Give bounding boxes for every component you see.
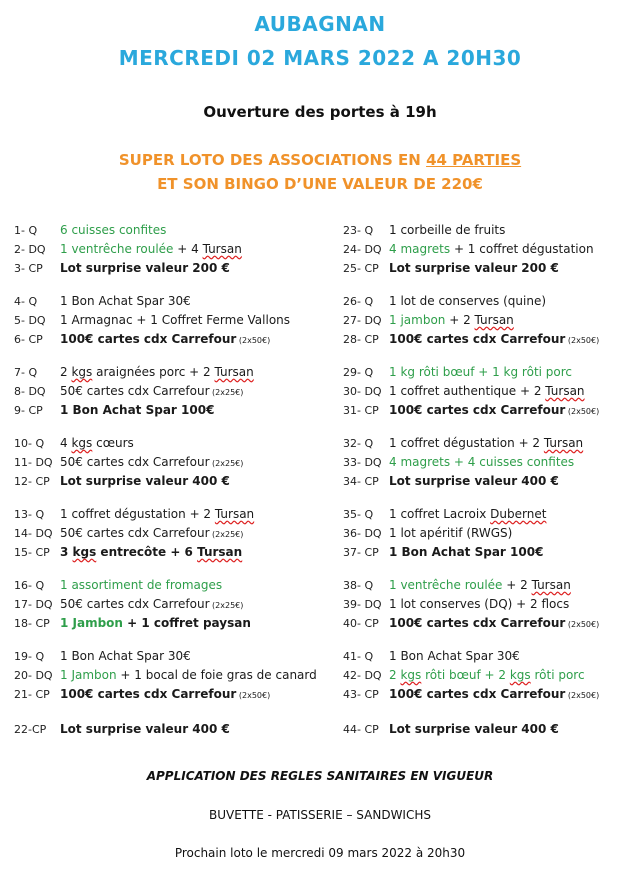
prize-description (60, 403, 214, 417)
prize-text: 1 Bon Achat Spar 100€ (60, 403, 215, 417)
town-title: AUBAGNAN (254, 12, 386, 36)
prize-description (389, 384, 585, 398)
game-number: 9- CP (14, 404, 43, 417)
prize-text: 100€ cartes cdx Carrefour (60, 687, 237, 701)
game-row (14, 666, 324, 685)
game-row (343, 240, 640, 259)
prize-text: Lot surprise valeur 400 € (389, 722, 559, 736)
group-spacer (14, 491, 324, 505)
games-right-column (343, 221, 640, 739)
game-number: 5- DQ (14, 314, 46, 327)
prize-text: entrecôte + 6 (96, 545, 198, 559)
prize-text: (2x50€) (565, 407, 600, 416)
prize-description (60, 455, 243, 469)
prize-description (60, 436, 134, 450)
game-row (14, 401, 324, 420)
game-row (14, 543, 324, 562)
prize-text: 1 Bon Achat Spar 100€ (389, 545, 544, 559)
prize-text: (2x25€) (209, 601, 244, 610)
prize-text: 1 ventrêche roulée (389, 578, 503, 592)
game-number: 32- Q (343, 437, 374, 450)
game-row (14, 720, 324, 739)
game-number: 36- DQ (343, 527, 382, 540)
prize-text: 1 Bon Achat Spar 30€ (60, 294, 191, 308)
game-number: 12- CP (14, 475, 50, 488)
prize-text: 1 assortiment de fromages (60, 578, 223, 592)
prize-text: rôti bœuf + 2 (421, 668, 510, 682)
prize-description (389, 722, 559, 736)
prize-text: 4 magrets (389, 242, 451, 256)
game-row (343, 505, 640, 524)
prize-description (60, 294, 191, 308)
prize-description (60, 668, 317, 682)
group-spacer (343, 420, 640, 434)
game-row (343, 524, 640, 543)
game-number: 29- Q (343, 366, 374, 379)
prize-description (389, 436, 583, 450)
prize-text: + 2 (502, 578, 532, 592)
game-row (14, 434, 324, 453)
game-number: 13- Q (14, 508, 45, 521)
prize-description (389, 597, 569, 611)
prize-description (389, 313, 514, 327)
game-row (14, 505, 324, 524)
game-row (343, 543, 640, 562)
prize-description (389, 261, 559, 275)
prize-text: 3 (60, 545, 73, 559)
game-number: 28- CP (343, 333, 379, 346)
prize-text: araignées porc + 2 (92, 365, 215, 379)
prize-text: cœurs (92, 436, 134, 450)
prize-text: 1 Jambon (60, 668, 117, 682)
game-number: 33- DQ (343, 456, 382, 469)
prize-text: 100€ cartes cdx Carrefour (389, 687, 566, 701)
prize-description (389, 474, 559, 488)
event-date: MERCREDI 02 MARS 2022 A 20H30 (118, 46, 522, 70)
game-number: 39- DQ (343, 598, 382, 611)
prize-description (389, 578, 571, 592)
prize-text: 50€ cartes cdx Carrefour (60, 384, 210, 398)
prize-description (60, 545, 242, 559)
game-number: 34- CP (343, 475, 379, 488)
game-number: 20- DQ (14, 669, 53, 682)
group-spacer (343, 278, 640, 292)
game-number: 7- Q (14, 366, 38, 379)
prize-text: Lot surprise valeur 400 € (60, 474, 230, 488)
prize-text: (2x50€) (236, 336, 271, 345)
game-row (14, 595, 324, 614)
prize-text: Tursan (214, 365, 254, 379)
prize-description (60, 261, 230, 275)
game-row (14, 647, 324, 666)
game-number: 43- CP (343, 688, 379, 701)
services-line: BUVETTE - PATISSERIE – SANDWICHS (208, 808, 431, 822)
game-row (14, 382, 324, 401)
prize-description (60, 507, 254, 521)
group-spacer (343, 491, 640, 505)
game-number: 10- Q (14, 437, 45, 450)
prize-text: kgs (509, 668, 531, 682)
game-number: 2- DQ (14, 243, 46, 256)
prize-text: (2x25€) (209, 388, 244, 397)
game-number: 44- CP (343, 723, 379, 736)
prize-description (60, 384, 243, 398)
game-number: 15- CP (14, 546, 50, 559)
prize-text: (2x50€) (236, 691, 271, 700)
game-number: 8- DQ (14, 385, 46, 398)
prize-description (60, 597, 243, 611)
prize-text: 2 (389, 668, 401, 682)
game-number: 18- CP (14, 617, 50, 630)
prize-text: 1 coffret Lacroix (389, 507, 491, 521)
game-number: 42- DQ (343, 669, 382, 682)
game-row (14, 221, 324, 240)
parties-count: 44 PARTIES (426, 151, 522, 169)
game-number: 24- DQ (343, 243, 382, 256)
prize-text: 50€ cartes cdx Carrefour (60, 526, 210, 540)
prize-text: Tursan (214, 507, 255, 521)
prize-text: Tursan (474, 313, 514, 327)
game-number: 21- CP (14, 688, 50, 701)
game-row (14, 311, 324, 330)
game-row (14, 472, 324, 491)
prize-text: Tursan (197, 545, 243, 559)
prize-text: Lot surprise valeur 400 € (60, 722, 230, 736)
prize-description (389, 242, 594, 256)
game-number: 6- CP (14, 333, 43, 346)
game-number: 31- CP (343, 404, 379, 417)
prize-text: + 4 (173, 242, 203, 256)
prize-text: (2x25€) (209, 530, 244, 539)
game-row (343, 382, 640, 401)
game-row (14, 363, 324, 382)
prize-description (389, 223, 505, 237)
prize-text: 50€ cartes cdx Carrefour (60, 597, 210, 611)
prize-description (389, 687, 599, 701)
group-spacer (14, 704, 324, 720)
game-row (14, 292, 324, 311)
game-row (14, 240, 324, 259)
prize-description (389, 365, 572, 379)
prize-text: Tursan (545, 384, 585, 398)
next-loto: Prochain loto le mercredi 09 mars 2022 à 20h30 (174, 846, 466, 860)
prize-text: 1 Bon Achat Spar 30€ (389, 649, 520, 663)
game-number: 23- Q (343, 224, 374, 237)
game-number: 17- DQ (14, 598, 53, 611)
game-row (14, 524, 324, 543)
prize-text: 1 coffret dégustation + 2 (60, 507, 215, 521)
prize-text: 100€ cartes cdx Carrefour (60, 332, 237, 346)
prize-text: 1 corbeille de fruits (389, 223, 506, 237)
headline-line-2: ET SON BINGO D’UNE VALEUR DE 220€ (157, 175, 483, 193)
prize-description (389, 616, 599, 630)
prize-description (60, 616, 251, 630)
game-row (343, 292, 640, 311)
group-spacer (343, 633, 640, 647)
game-number: 16- Q (14, 579, 45, 592)
prize-text: kgs (71, 436, 93, 450)
doors-opening: Ouverture des portes à 19h (203, 103, 437, 121)
prize-text: 1 Bon Achat Spar 30€ (60, 649, 191, 663)
prize-text: + 1 bocal de foie gras de canard (116, 668, 317, 682)
game-number: 1- Q (14, 224, 38, 237)
prize-text: 2 (60, 365, 72, 379)
prize-description (389, 545, 543, 559)
prize-description (389, 332, 599, 346)
prize-description (389, 507, 546, 521)
prize-description (389, 294, 546, 308)
prize-text: 6 cuisses confites (60, 223, 167, 237)
game-row (343, 453, 640, 472)
game-row (14, 685, 324, 704)
prize-text: 1 lot conserves (DQ) + 2 flocs (389, 597, 570, 611)
game-row (343, 614, 640, 633)
prize-text: Lot surprise valeur 200 € (389, 261, 559, 275)
prize-text: 1 jambon (389, 313, 446, 327)
prize-description (389, 526, 512, 540)
group-spacer (14, 278, 324, 292)
prize-description (60, 649, 191, 663)
game-row (343, 259, 640, 278)
group-spacer (343, 704, 640, 720)
prize-text: 1 coffret authentique + 2 (389, 384, 546, 398)
game-row (343, 720, 640, 739)
prize-text: kgs (400, 668, 422, 682)
prize-text: 1 Armagnac + 1 Coffret Ferme Vallons (60, 313, 291, 327)
game-row (14, 259, 324, 278)
prize-description (60, 687, 270, 701)
group-spacer (14, 420, 324, 434)
prize-description (60, 313, 290, 327)
game-number: 3- CP (14, 262, 43, 275)
prize-description (60, 526, 243, 540)
prize-text: (2x50€) (565, 620, 600, 629)
game-row (343, 330, 640, 349)
prize-text: kgs (71, 365, 93, 379)
group-spacer (14, 562, 324, 576)
prize-description (389, 403, 599, 417)
game-number: 27- DQ (343, 314, 382, 327)
prize-description (60, 223, 166, 237)
sanitary-notice: APPLICATION DES REGLES SANITAIRES EN VIGUEUR (146, 769, 494, 783)
game-row (343, 363, 640, 382)
game-row (343, 472, 640, 491)
prize-description (389, 668, 585, 682)
prize-description (389, 649, 520, 663)
prize-text: (2x50€) (565, 691, 600, 700)
prize-text: 1 lot apéritif (RWGS) (389, 526, 513, 540)
headline-line-1: SUPER LOTO DES ASSOCIATIONS EN 44 PARTIES (118, 151, 522, 169)
prize-text: 4 magrets + 4 cuisses confites (389, 455, 575, 469)
prize-text: 1 Jambon (60, 616, 123, 630)
game-number: 41- Q (343, 650, 374, 663)
game-row (14, 330, 324, 349)
prize-text: 100€ cartes cdx Carrefour (389, 332, 566, 346)
prize-text: Tursan (531, 578, 571, 592)
prize-description (60, 332, 270, 346)
prize-text: 100€ cartes cdx Carrefour (389, 403, 566, 417)
game-number: 26- Q (343, 295, 374, 308)
prize-description (60, 722, 230, 736)
game-number: 37- CP (343, 546, 379, 559)
game-row (14, 576, 324, 595)
prize-text: Tursan (543, 436, 584, 450)
prize-description (60, 578, 222, 592)
game-number: 25- CP (343, 262, 379, 275)
game-row (343, 647, 640, 666)
prize-text: + 1 coffret dégustation (450, 242, 594, 256)
group-spacer (343, 562, 640, 576)
game-row (14, 614, 324, 633)
prize-text: 50€ cartes cdx Carrefour (60, 455, 210, 469)
prize-text: (2x50€) (565, 336, 600, 345)
prize-text: + 1 coffret paysan (122, 616, 251, 630)
game-row (343, 595, 640, 614)
game-row (343, 666, 640, 685)
game-row (343, 311, 640, 330)
game-number: 22-CP (14, 723, 47, 736)
game-number: 35- Q (343, 508, 374, 521)
headline (0, 148, 640, 196)
game-number: 19- Q (14, 650, 45, 663)
game-number: 11- DQ (14, 456, 53, 469)
game-number: 38- Q (343, 579, 374, 592)
prize-text: Tursan (202, 242, 242, 256)
game-row (343, 685, 640, 704)
game-row (343, 401, 640, 420)
prize-description (60, 242, 242, 256)
prize-text: Lot surprise valeur 400 € (389, 474, 559, 488)
game-row (343, 221, 640, 240)
game-number: 30- DQ (343, 385, 382, 398)
group-spacer (14, 349, 324, 363)
games-left-column (14, 221, 324, 739)
prize-description (60, 365, 254, 379)
prize-description (60, 474, 230, 488)
prize-description (389, 455, 574, 469)
prize-text: rôti porc (530, 668, 585, 682)
group-spacer (343, 349, 640, 363)
prize-text: kgs (72, 545, 97, 559)
prize-text: + 2 (445, 313, 475, 327)
prize-text: 1 kg rôti bœuf + 1 kg rôti porc (389, 365, 573, 379)
prize-text: 1 coffret dégustation + 2 (389, 436, 544, 450)
game-number: 4- Q (14, 295, 38, 308)
prize-text: 1 lot de conserves (quine) (389, 294, 547, 308)
game-number: 40- CP (343, 617, 379, 630)
prize-text: 1 ventrêche roulée (60, 242, 174, 256)
prize-text: Dubernet (490, 507, 547, 521)
game-row (14, 453, 324, 472)
prize-text: (2x25€) (209, 459, 244, 468)
prize-text: 4 (60, 436, 72, 450)
game-row (343, 434, 640, 453)
game-row (343, 576, 640, 595)
prize-text: 100€ cartes cdx Carrefour (389, 616, 566, 630)
game-number: 14- DQ (14, 527, 53, 540)
group-spacer (14, 633, 324, 647)
prize-text: Lot surprise valeur 200 € (60, 261, 230, 275)
